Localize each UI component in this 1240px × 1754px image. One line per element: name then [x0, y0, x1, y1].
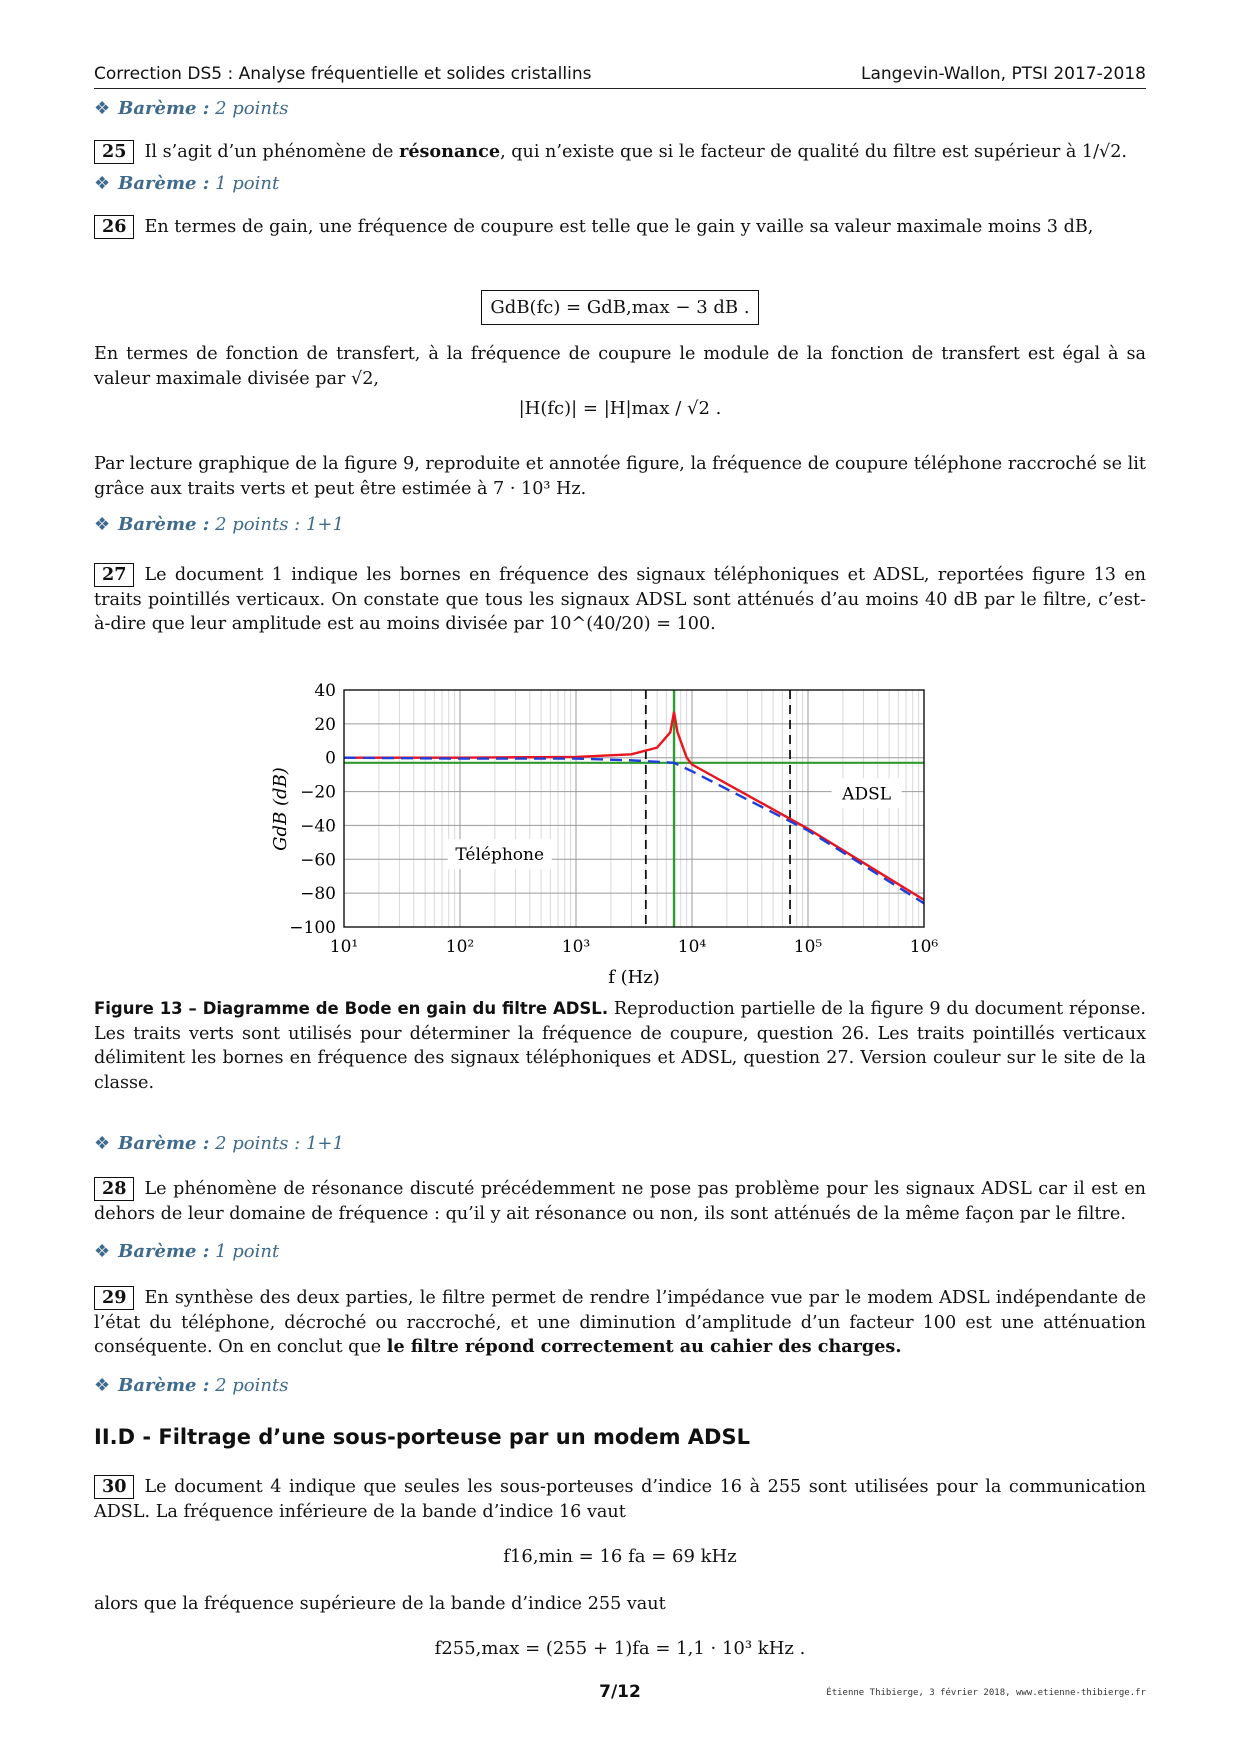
y-tick-label: −60: [300, 850, 336, 871]
question-number: 26: [94, 215, 134, 239]
x-tick-label: 10⁶: [909, 937, 939, 957]
question-30: 30 Le document 4 indique que seules les sous-porteuses d’indice 16 à 255 sont utilisées pour la communication ADSL. La fréquence inférieure de la bande d’indice 16 vaut: [94, 1476, 1146, 1522]
y-tick-label: −80: [300, 884, 336, 905]
bareme-line: ❖ Barème : 1 point: [94, 173, 280, 194]
equation-f16: f16,min = 16 fa = 69 kHz: [503, 1546, 737, 1567]
plot-frame: [344, 690, 924, 927]
section-title: II.D - Filtrage d’une sous-porteuse par un modem ADSL: [94, 1425, 750, 1449]
question-28: 28 Le phénomène de résonance discuté précédemment ne pose pas problème pour les signaux ADSL car il est en dehors de leur domaine de fréquence : qu’il y ait résonance ou non, ils sont atténués de la même façon par le filtre.: [94, 1178, 1146, 1224]
chart-reference-lines: [344, 690, 924, 927]
footer-credit: Étienne Thibierge, 3 février 2018, www.etienne-thibierge.fr: [826, 1688, 1146, 1698]
x-tick-label: 10²: [445, 937, 475, 957]
question-number: 25: [94, 140, 134, 164]
y-tick-label: −20: [300, 782, 336, 803]
equation-gain-cutoff: GdB(fc) = GdB,max − 3 dB .: [0, 290, 1240, 325]
y-tick-label: 20: [314, 714, 336, 735]
y-tick-label: −40: [300, 816, 336, 837]
header-title: Correction DS5 : Analyse fréquentielle et solides cristallins: [94, 64, 592, 84]
figure-caption: [94, 997, 1146, 1095]
question-number: 28: [94, 1177, 134, 1201]
x-tick-label: 10¹: [329, 937, 359, 957]
x-tick-label: 10⁴: [677, 937, 707, 957]
caption-text: Reproduction partielle de la figure 9 du document réponse. Les traits verts sont utilisés pour déterminer la fréquence de coupure, question 26. Les traits pointillés verticaux délimitent les bornes en fréquence des signaux téléphoniques et ADSL, question 27. Version couleur sur le site de la classe.: [94, 999, 1147, 1093]
question-number: 27: [94, 563, 134, 587]
bareme-line: ❖ Barème : 2 points : 1+1: [94, 514, 344, 535]
y-tick-label: 0: [325, 748, 336, 769]
page-number: 7/12: [599, 1682, 641, 1702]
caption-label: Figure 13 – Diagramme de Bode en gain du filtre ADSL.: [94, 999, 609, 1018]
question-number: 30: [94, 1475, 134, 1499]
bode-gain-chart: [240, 675, 940, 995]
bareme-line: ❖ Barème : 2 points : 1+1: [94, 1133, 344, 1154]
question-25: 25 Il s’agit d’un phénomène de résonance, qui n’existe que si le facteur de qualité du filtre est supérieur à 1/√2.: [94, 140, 1146, 165]
chart-grid: [344, 690, 924, 927]
y-tick-label: −100: [289, 918, 336, 938]
bareme-line: ❖ Barème : 1 point: [94, 1241, 280, 1262]
y-axis-label: GdB (dB): [270, 767, 291, 851]
paragraph-reading: Par lecture graphique de la figure 9, reproduite et annotée figure, la fréquence de coupure téléphone raccroché se lit grâce aux traits verts et peut être estimée à 7 · 10³ Hz.: [94, 454, 1146, 499]
header-class: Langevin-Wallon, PTSI 2017-2018: [861, 64, 1146, 84]
bareme-line: ❖ Barème : 2 points: [94, 1375, 289, 1396]
equation-f255: f255,max = (255 + 1)fa = 1,1 · 10³ kHz .: [434, 1638, 806, 1659]
x-tick-label: 10⁵: [793, 937, 823, 957]
paragraph-f255: alors que la fréquence supérieure de la bande d’indice 255 vaut: [94, 1594, 666, 1614]
annotation-adsl: ADSL: [842, 784, 892, 805]
x-tick-label: 10³: [561, 937, 591, 957]
y-tick-label: 40: [314, 681, 336, 701]
x-axis-label: f (Hz): [608, 967, 660, 988]
page-header: [94, 60, 1146, 89]
question-27: 27 Le document 1 indique les bornes en fréquence des signaux téléphoniques et ADSL, reportées figure 13 en traits pointillés verticaux. On constate que tous les signaux ADSL sont atténués d’au moins 40 dB par le filtre, c’est-à-dire que leur amplitude est au moins divisée par 10^(40/20) = 100.: [94, 564, 1146, 634]
paragraph-transfer: En termes de fonction de transfert, à la fréquence de coupure le module de la fonction de transfert est égal à sa valeur maximale divisée par √2,: [94, 344, 1146, 389]
equation-modulus: |H(fc)| = |H|max / √2 .: [518, 398, 722, 419]
question-26: 26 En termes de gain, une fréquence de coupure est telle que le gain y vaille sa valeur maximale moins 3 dB,: [94, 215, 1146, 240]
question-29: 29 En synthèse des deux parties, le filtre permet de rendre l’impédance vue par le modem ADSL indépendante de l’état du téléphone, décroché ou raccroché, et une diminution d’amplitude d’un facteur 100 est une atténuation conséquente. On en conclut que le filtre répond correctement au cahier des charges.: [94, 1287, 1146, 1357]
bareme-line: ❖ Barème : 2 points: [94, 98, 289, 119]
annotation-telephone: Téléphone: [455, 845, 545, 866]
question-number: 29: [94, 1286, 134, 1310]
